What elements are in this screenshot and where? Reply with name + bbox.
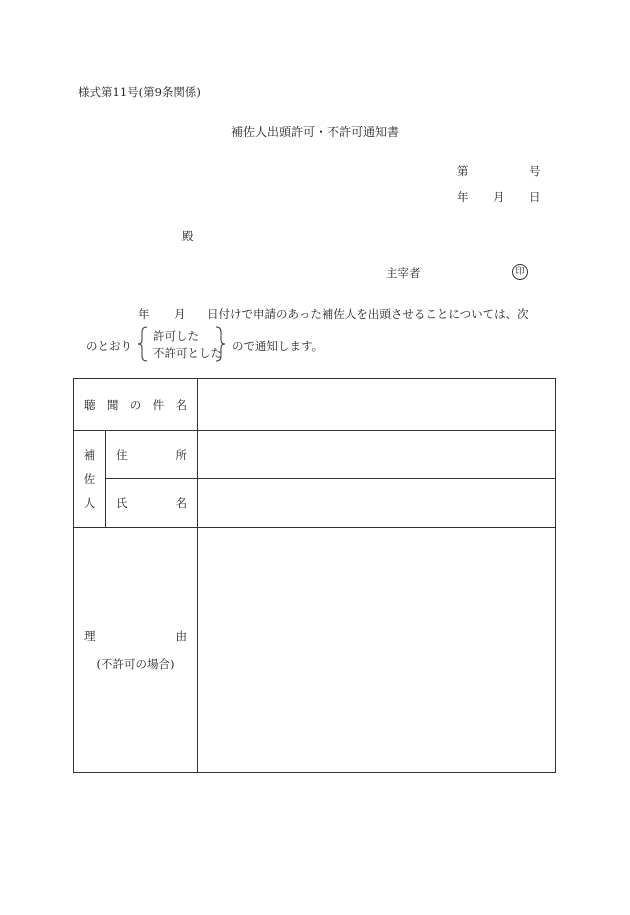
presider-label: 主宰者 [386,266,421,280]
right-brace-icon [214,326,226,362]
option-disapproved: 不許可とした [153,346,222,360]
addressee-honorific: 殿 [182,229,194,243]
date-month-label: 月 [493,190,505,204]
address-field[interactable] [198,431,556,479]
name-field[interactable] [198,479,556,528]
date-day-label: 日 [529,190,541,204]
body-line-1: 日付けで申請のあった補佐人を出頭させることについては、次 [207,307,529,321]
reason-field[interactable] [198,528,556,773]
table-row [74,528,556,773]
table-row [74,431,556,479]
hearing-case-label: 聴 聞 の 件 名 [74,379,198,431]
table-row [74,379,556,431]
address-label: 住 所 [106,431,198,479]
table-row [74,479,556,528]
form-number: 様式第11号(第9条関係) [78,85,201,99]
reason-label: 理 由 (不許可の場合) [74,528,198,773]
assistant-group-label: 補 佐 人 [74,431,106,528]
form-table [73,378,556,773]
name-label: 氏 名 [106,479,198,528]
seal-mark: 印 [512,264,528,280]
body-month-label: 月 [174,307,186,321]
date-year-label: 年 [457,190,469,204]
hearing-case-field[interactable] [198,379,556,431]
body-line-2-prefix: のとおり [86,339,132,353]
reason-note: (不許可の場合) [96,657,175,671]
left-brace-icon [137,326,149,362]
document-number-suffix: 号 [529,164,541,178]
option-approved: 許可した [153,329,199,343]
document-number-prefix: 第 [457,164,469,178]
document-title: 補佐人出頭許可・不許可通知書 [230,125,399,139]
body-line-2-suffix: ので通知します。 [232,339,324,353]
body-year-label: 年 [138,307,150,321]
